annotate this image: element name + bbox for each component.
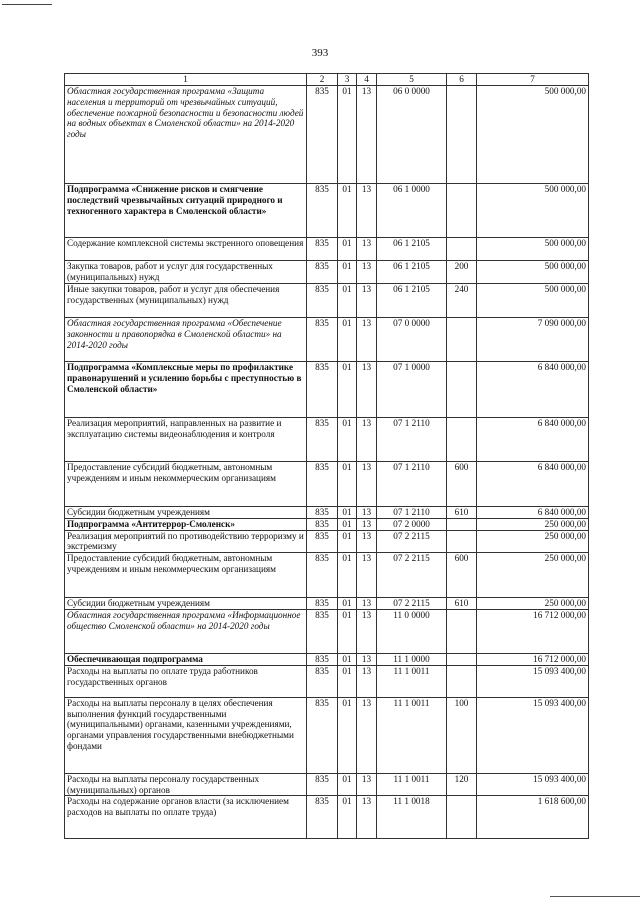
row-target-article: 06 1 2105 xyxy=(377,238,447,261)
row-amount: 250 000,00 xyxy=(477,518,589,530)
row-amount: 500 000,00 xyxy=(477,261,589,284)
row-admin-code: 835 xyxy=(307,507,338,519)
row-subsection: 13 xyxy=(357,553,377,598)
row-admin-code: 835 xyxy=(307,665,338,697)
row-name: Обеспечивающая подпрограмма xyxy=(65,653,307,665)
row-name: Предоставление субсидий бюджетным, автономным учреждениям и иным некоммерческим организациям xyxy=(65,553,307,598)
table-row xyxy=(65,362,589,418)
row-amount: 500 000,00 xyxy=(477,86,589,184)
row-subsection: 13 xyxy=(357,598,377,610)
row-expense-type xyxy=(447,418,477,462)
header-col-2: 2 xyxy=(307,74,338,86)
row-name: Субсидии бюджетным учреждениям xyxy=(65,598,307,610)
row-subsection: 13 xyxy=(357,609,377,653)
row-subsection: 13 xyxy=(357,697,377,773)
row-target-article: 07 2 2115 xyxy=(377,553,447,598)
row-subsection: 13 xyxy=(357,653,377,665)
row-name: Областная государственная программа «Защита населения и территорий от чрезвычайных ситуаций, обеспечение пожарной безопасности и безопасности людей на водных объектах в Смоленской области» на 2014-2020 годы xyxy=(65,86,307,184)
row-section: 01 xyxy=(338,553,357,598)
row-expense-type: 610 xyxy=(447,507,477,519)
row-admin-code: 835 xyxy=(307,697,338,773)
row-amount: 16 712 000,00 xyxy=(477,609,589,653)
table-row xyxy=(65,665,589,697)
row-amount: 250 000,00 xyxy=(477,598,589,610)
row-subsection: 13 xyxy=(357,462,377,507)
header-col-5: 5 xyxy=(377,74,447,86)
row-name: Закупка товаров, работ и услуг для государственных (муниципальных) нужд xyxy=(65,261,307,284)
row-subsection: 13 xyxy=(357,518,377,530)
row-subsection: 13 xyxy=(357,418,377,462)
row-name: Реализация мероприятий, направленных на развитие и эксплуатацию системы видеонаблюдения и контроля xyxy=(65,418,307,462)
row-subsection: 13 xyxy=(357,507,377,519)
row-amount: 250 000,00 xyxy=(477,553,589,598)
row-expense-type xyxy=(447,184,477,238)
row-section: 01 xyxy=(338,796,357,839)
row-expense-type xyxy=(447,318,477,362)
row-subsection: 13 xyxy=(357,261,377,284)
row-amount: 6 840 000,00 xyxy=(477,507,589,519)
table-row xyxy=(65,462,589,507)
row-section: 01 xyxy=(338,284,357,318)
table-row xyxy=(65,598,589,610)
row-name: Областная государственная программа «Информационное общество Смоленской области» на 2014-2020 годы xyxy=(65,609,307,653)
table-header-row xyxy=(65,74,589,86)
row-section: 01 xyxy=(338,418,357,462)
row-admin-code: 835 xyxy=(307,238,338,261)
table-row xyxy=(65,318,589,362)
row-admin-code: 835 xyxy=(307,462,338,507)
row-target-article: 06 0 0000 xyxy=(377,86,447,184)
row-target-article: 11 0 0000 xyxy=(377,609,447,653)
row-expense-type: 200 xyxy=(447,261,477,284)
row-target-article: 11 1 0011 xyxy=(377,665,447,697)
row-admin-code: 835 xyxy=(307,796,338,839)
table-row xyxy=(65,530,589,553)
row-target-article: 11 1 0000 xyxy=(377,653,447,665)
row-admin-code: 835 xyxy=(307,773,338,796)
row-subsection: 13 xyxy=(357,362,377,418)
row-subsection: 13 xyxy=(357,773,377,796)
row-amount: 7 090 000,00 xyxy=(477,318,589,362)
row-section: 01 xyxy=(338,318,357,362)
row-subsection: 13 xyxy=(357,530,377,553)
row-amount: 6 840 000,00 xyxy=(477,462,589,507)
row-target-article: 07 2 2115 xyxy=(377,530,447,553)
table-row xyxy=(65,653,589,665)
row-subsection: 13 xyxy=(357,284,377,318)
row-section: 01 xyxy=(338,530,357,553)
row-expense-type xyxy=(447,530,477,553)
table-row xyxy=(65,773,589,796)
table-body xyxy=(65,86,589,839)
row-name: Содержание комплексной системы экстренного оповещения xyxy=(65,238,307,261)
row-section: 01 xyxy=(338,86,357,184)
row-amount: 15 093 400,00 xyxy=(477,773,589,796)
row-section: 01 xyxy=(338,697,357,773)
row-amount: 6 840 000,00 xyxy=(477,418,589,462)
table-row xyxy=(65,261,589,284)
row-expense-type: 600 xyxy=(447,553,477,598)
top-edge-rule xyxy=(2,4,52,5)
row-admin-code: 835 xyxy=(307,609,338,653)
row-amount: 6 840 000,00 xyxy=(477,362,589,418)
row-admin-code: 835 xyxy=(307,518,338,530)
header-col-1: 1 xyxy=(65,74,307,86)
row-expense-type: 120 xyxy=(447,773,477,796)
row-amount: 500 000,00 xyxy=(477,184,589,238)
row-target-article: 11 1 0018 xyxy=(377,796,447,839)
row-section: 01 xyxy=(338,507,357,519)
row-target-article: 06 1 2105 xyxy=(377,284,447,318)
row-expense-type: 100 xyxy=(447,697,477,773)
row-name: Субсидии бюджетным учреждениям xyxy=(65,507,307,519)
row-name: Иные закупки товаров, работ и услуг для обеспечения государственных (муниципальных) нужд xyxy=(65,284,307,318)
row-admin-code: 835 xyxy=(307,86,338,184)
row-amount: 16 712 000,00 xyxy=(477,653,589,665)
row-admin-code: 835 xyxy=(307,598,338,610)
row-name: Подпрограмма «Антитеррор-Смоленск» xyxy=(65,518,307,530)
row-subsection: 13 xyxy=(357,665,377,697)
row-amount: 500 000,00 xyxy=(477,284,589,318)
row-target-article: 07 1 2110 xyxy=(377,418,447,462)
row-target-article: 06 1 2105 xyxy=(377,261,447,284)
row-expense-type xyxy=(447,609,477,653)
row-expense-type xyxy=(447,665,477,697)
row-target-article: 06 1 0000 xyxy=(377,184,447,238)
header-col-3: 3 xyxy=(338,74,357,86)
row-expense-type xyxy=(447,796,477,839)
row-section: 01 xyxy=(338,598,357,610)
row-subsection: 13 xyxy=(357,796,377,839)
row-target-article: 07 0 0000 xyxy=(377,318,447,362)
row-name: Областная государственная программа «Обеспечение законности и правопорядка в Смоленской области» на 2014-2020 годы xyxy=(65,318,307,362)
header-col-4: 4 xyxy=(357,74,377,86)
row-admin-code: 835 xyxy=(307,653,338,665)
header-col-6: 6 xyxy=(447,74,477,86)
row-section: 01 xyxy=(338,238,357,261)
row-admin-code: 835 xyxy=(307,362,338,418)
row-amount: 250 000,00 xyxy=(477,530,589,553)
row-target-article: 07 1 2110 xyxy=(377,507,447,519)
row-admin-code: 835 xyxy=(307,261,338,284)
page-number: 393 xyxy=(311,47,329,59)
row-target-article: 11 1 0011 xyxy=(377,697,447,773)
row-name: Расходы на выплаты персоналу в целях обеспечения выполнения функций государственными (муниципальными) органами, казенными учреждениями, органами управления государственными внебюджетными фондами xyxy=(65,697,307,773)
row-section: 01 xyxy=(338,773,357,796)
row-target-article: 07 2 0000 xyxy=(377,518,447,530)
row-subsection: 13 xyxy=(357,86,377,184)
table-row xyxy=(65,284,589,318)
row-name: Подпрограмма «Снижение рисков и смягчение последствий чрезвычайных ситуаций природного и техногенного характера в Смоленской области» xyxy=(65,184,307,238)
table-row xyxy=(65,697,589,773)
row-section: 01 xyxy=(338,362,357,418)
table-row xyxy=(65,238,589,261)
row-section: 01 xyxy=(338,665,357,697)
table-row xyxy=(65,518,589,530)
row-expense-type: 610 xyxy=(447,598,477,610)
row-admin-code: 835 xyxy=(307,284,338,318)
budget-table xyxy=(64,73,589,839)
row-amount: 1 618 600,00 xyxy=(477,796,589,839)
row-expense-type xyxy=(447,653,477,665)
row-name: Предоставление субсидий бюджетным, автономным учреждениям и иным некоммерческим организациям xyxy=(65,462,307,507)
bottom-edge-rule xyxy=(550,896,640,897)
row-amount: 15 093 400,00 xyxy=(477,697,589,773)
row-subsection: 13 xyxy=(357,318,377,362)
table-row xyxy=(65,507,589,519)
table-row xyxy=(65,553,589,598)
row-subsection: 13 xyxy=(357,184,377,238)
row-name: Расходы на выплаты по оплате труда работников государственных органов xyxy=(65,665,307,697)
row-admin-code: 835 xyxy=(307,184,338,238)
row-target-article: 07 1 2110 xyxy=(377,462,447,507)
header-col-7: 7 xyxy=(477,74,589,86)
row-amount: 15 093 400,00 xyxy=(477,665,589,697)
row-admin-code: 835 xyxy=(307,418,338,462)
table-row xyxy=(65,184,589,238)
row-admin-code: 835 xyxy=(307,530,338,553)
row-section: 01 xyxy=(338,653,357,665)
row-target-article: 11 1 0011 xyxy=(377,773,447,796)
row-target-article: 07 1 0000 xyxy=(377,362,447,418)
row-expense-type xyxy=(447,86,477,184)
row-expense-type xyxy=(447,518,477,530)
row-name: Расходы на содержание органов власти (за исключением расходов на выплаты по оплате труда) xyxy=(65,796,307,839)
row-expense-type: 240 xyxy=(447,284,477,318)
row-section: 01 xyxy=(338,518,357,530)
row-expense-type xyxy=(447,362,477,418)
row-subsection: 13 xyxy=(357,238,377,261)
row-expense-type: 600 xyxy=(447,462,477,507)
row-name: Реализация мероприятий по противодействию терроризму и экстремизму xyxy=(65,530,307,553)
row-admin-code: 835 xyxy=(307,318,338,362)
row-section: 01 xyxy=(338,261,357,284)
table-row xyxy=(65,796,589,839)
table-row xyxy=(65,609,589,653)
row-target-article: 07 2 2115 xyxy=(377,598,447,610)
row-expense-type xyxy=(447,238,477,261)
row-section: 01 xyxy=(338,184,357,238)
row-admin-code: 835 xyxy=(307,553,338,598)
table-row xyxy=(65,86,589,184)
row-name: Расходы на выплаты персоналу государственных (муниципальных) органов xyxy=(65,773,307,796)
table-row xyxy=(65,418,589,462)
row-name: Подпрограмма «Комплексные меры по профилактике правонарушений и усилению борьбы с преступностью в Смоленской области» xyxy=(65,362,307,418)
row-section: 01 xyxy=(338,462,357,507)
row-section: 01 xyxy=(338,609,357,653)
row-amount: 500 000,00 xyxy=(477,238,589,261)
